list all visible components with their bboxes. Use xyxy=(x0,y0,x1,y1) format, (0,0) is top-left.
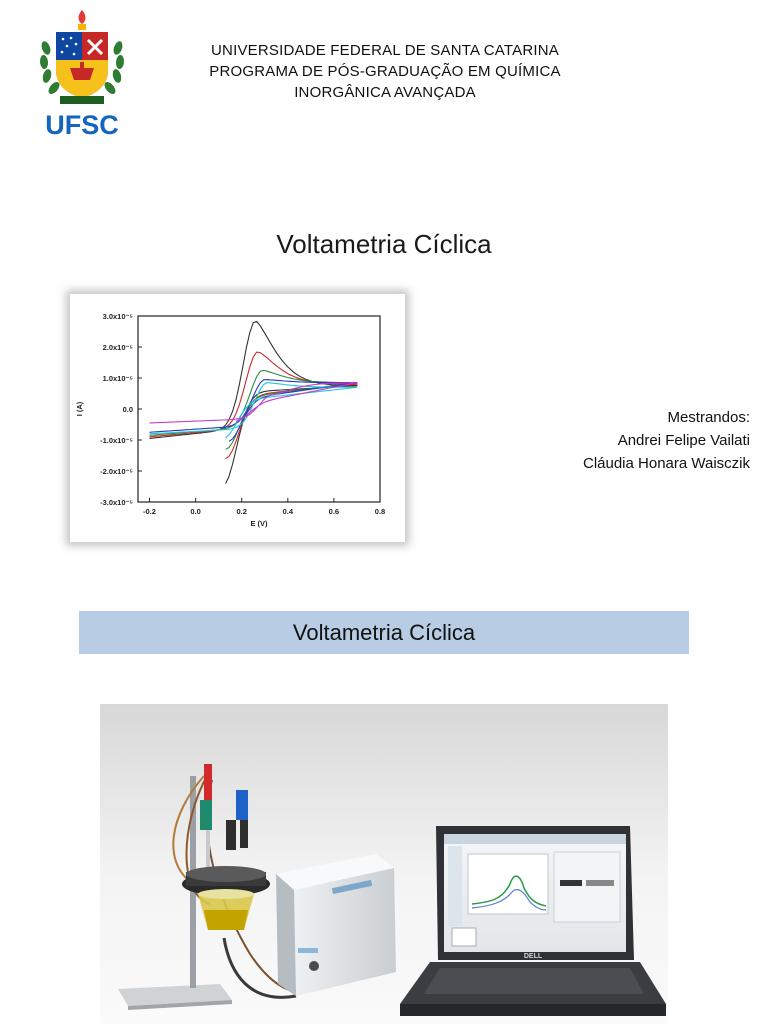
y-tick-label: 2.0x10⁻⁵ xyxy=(102,343,133,352)
author-name: Cláudia Honara Waisczik xyxy=(582,455,750,472)
authors-heading: Mestrandos: xyxy=(667,409,750,426)
y-tick-label: -2.0x10⁻⁵ xyxy=(100,467,133,476)
cyclic-voltammogram-chart xyxy=(70,294,405,542)
header-line-university: UNIVERSIDADE FEDERAL DE SANTA CATARINA xyxy=(211,42,559,59)
y-tick-label: -3.0x10⁻⁵ xyxy=(100,498,133,507)
x-tick-label: -0.2 xyxy=(143,507,156,516)
x-tick-label: 0.4 xyxy=(282,507,294,516)
logo-text: UFSC xyxy=(45,110,119,136)
page-title: Voltametria Cíclica xyxy=(276,229,492,259)
laptop-icon xyxy=(400,826,666,1016)
section-banner: Voltametria Cíclica xyxy=(79,611,689,654)
institution-header xyxy=(150,40,620,103)
ribbon-icon xyxy=(60,96,104,104)
cyclic-voltammogram-figure xyxy=(70,294,405,542)
ufsc-logo xyxy=(36,8,128,136)
authors-block xyxy=(583,406,750,475)
y-tick-label: 3.0x10⁻⁵ xyxy=(102,312,133,321)
x-tick-label: 0.6 xyxy=(328,507,340,516)
torch-icon xyxy=(78,10,86,30)
plot-frame xyxy=(138,316,380,502)
y-axis-label: I (A) xyxy=(75,401,84,417)
cv-series-line xyxy=(150,383,358,423)
cv-series-line xyxy=(150,321,358,483)
header-line-course: INORGÂNICA AVANÇADA xyxy=(294,84,476,101)
x-axis-label: E (V) xyxy=(250,519,268,528)
shield-icon xyxy=(56,32,108,98)
laptop-brand-label: DELL xyxy=(523,953,543,960)
author-name: Andrei Felipe Vailati xyxy=(617,432,750,449)
y-tick-label: -1.0x10⁻⁵ xyxy=(100,436,133,445)
y-tick-label: 0.0 xyxy=(122,405,133,414)
y-tick-label: 1.0x10⁻⁵ xyxy=(102,374,133,383)
x-tick-label: 0.8 xyxy=(374,507,386,516)
header-line-program: PROGRAMA DE PÓS-GRADUAÇÃO EM QUÍMICA xyxy=(209,63,561,80)
potentiostat-setup-photo xyxy=(100,704,668,1024)
x-tick-label: 0.0 xyxy=(190,507,201,516)
x-tick-label: 0.2 xyxy=(236,507,247,516)
potentiostat-device-icon xyxy=(276,854,396,996)
